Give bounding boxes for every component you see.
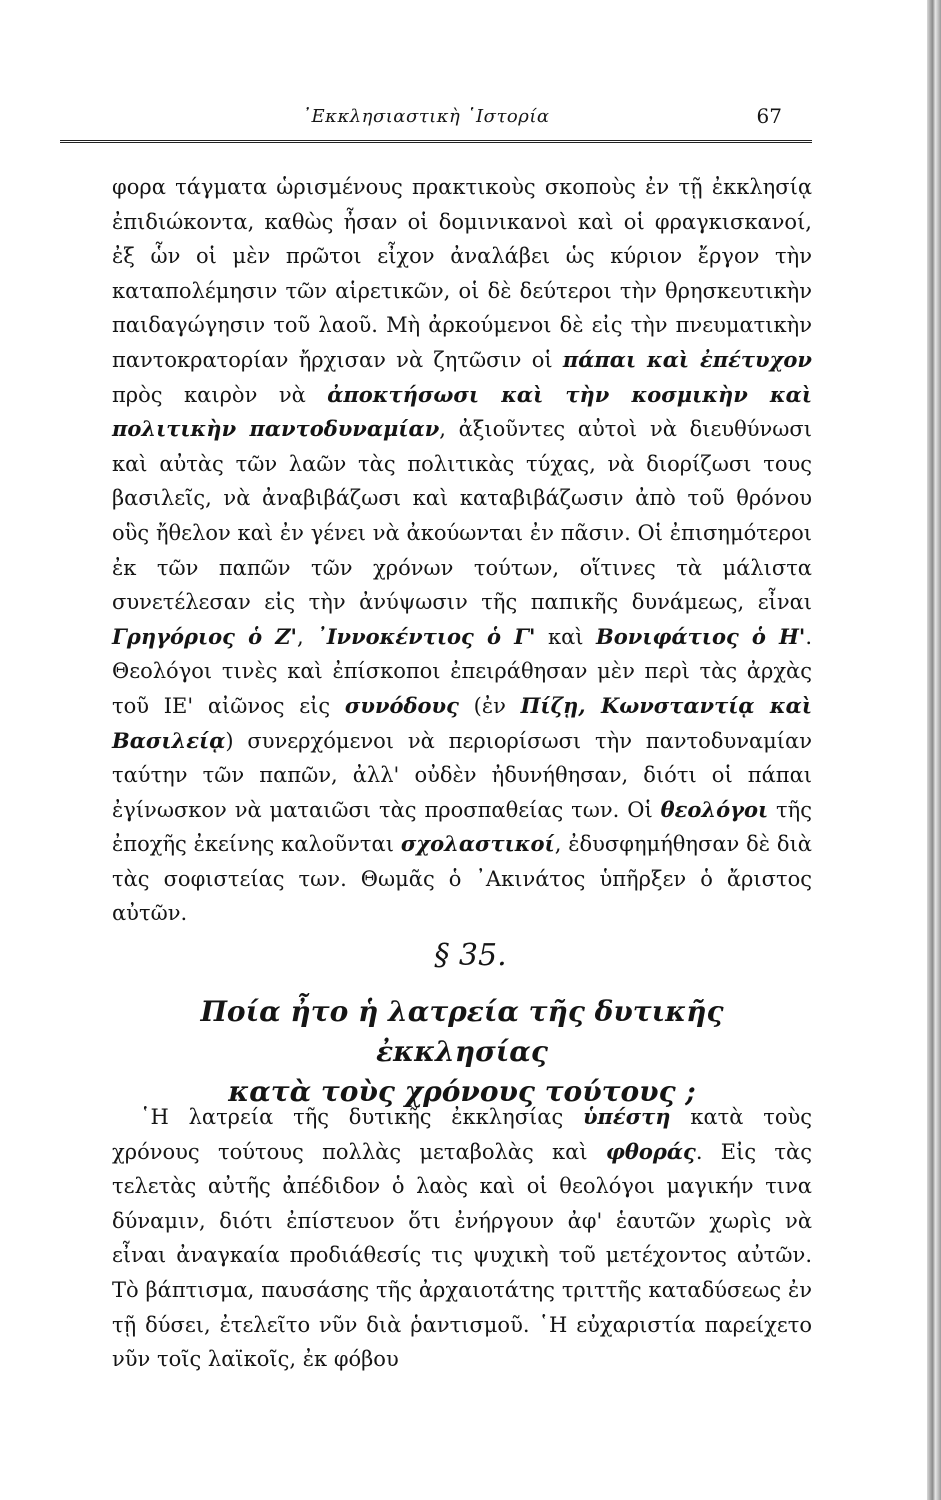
paragraph-1 xyxy=(112,170,812,931)
body-paragraph xyxy=(112,170,812,931)
paragraph-2 xyxy=(112,1100,812,1377)
section-paragraph xyxy=(112,1100,812,1377)
emphasis: φθοράς xyxy=(605,1138,696,1164)
page-header xyxy=(112,104,812,134)
section-number: § 35. xyxy=(434,938,507,973)
header-rule xyxy=(60,140,812,143)
emphasis: ᾿Ιννοκέντιος ὁ Γ' xyxy=(316,623,536,649)
text-run: κατὰ τοὺς χρόνους τούτους πολλὰς μεταβολὰς καὶ xyxy=(112,1105,812,1164)
emphasis: θεολόγοι xyxy=(660,796,769,822)
emphasis: Πίζῃ, Κωνσταντίᾳ καὶ Βασιλείᾳ xyxy=(112,692,812,753)
text-run: ) συνερχόμενοι νὰ περιορίσωσι τὴν παντοδυναμίαν ταύτην τῶν παπῶν, ἀλλ' οὐδὲν ἠδυνήθησαν, διότι οἱ πάπαι ἐγίνωσκον νὰ ματαιῶσι τὰς προσπαθείας των. Οἱ xyxy=(112,728,812,822)
text-run: ῾Η λατρεία τῆς δυτικῆς ἐκκλησίας xyxy=(140,1105,583,1129)
emphasis: Βονιφάτιος ὁ Η' xyxy=(596,623,806,649)
text-run: τῆς ἐποχῆς ἐκείνης καλοῦνται xyxy=(112,797,812,857)
section-title-line-1: Ποία ἦτο ἡ λατρεία τῆς δυτικῆς ἐκκλησίας xyxy=(200,995,724,1068)
section-title-line-2: κατὰ τοὺς χρόνους τούτους ; xyxy=(228,1075,696,1108)
emphasis: πάπαι καὶ ἐπέτυχον xyxy=(562,346,813,372)
text-run: . Θεολόγοι τινὲς καὶ ἐπίσκοποι ἐπειράθησαν μὲν περὶ τὰς ἀρχὰς τοῦ ΙΕ' αἰῶνος εἰς xyxy=(112,624,813,718)
emphasis: συνόδους xyxy=(344,692,459,718)
text-run: (ἐν xyxy=(458,693,521,718)
emphasis: Γρηγόριος ὁ Ζ' xyxy=(112,623,297,649)
section-title xyxy=(112,992,812,1112)
emphasis: ἀποκτήσωσι καὶ τὴν κοσμικὴν καὶ πολιτικὴν παντοδυναμίαν xyxy=(112,381,812,442)
emphasis: ὑπέστη xyxy=(582,1104,671,1129)
running-title: ᾿Εκκλησιαστικὴ ῾Ιστορία xyxy=(302,106,550,127)
emphasis: σχολαστικοί xyxy=(400,831,555,857)
text-run: , ἐδυσφημήθησαν δὲ διὰ τὰς σοφιστείας των. Θωμᾶς ὁ ᾿Ακινάτος ὑπῆρξεν ὁ ἄριστος αὐτῶν. xyxy=(112,832,812,926)
text-run: πρὸς καιρὸν νὰ xyxy=(112,382,328,407)
text-run: καὶ xyxy=(535,624,597,649)
text-run: . Εἰς τὰς τελετὰς αὐτῆς ἀπέδιδον ὁ λαὸς καὶ οἱ θεολόγοι μαγικήν τινα δύναμιν, διότι ἐπίστευον ὅτι ἐνήργουν ἀφ' ἑαυτῶν χωρὶς νὰ εἶναι ἀναγκαία προδιάθεσίς τις ψυχικὴ τοῦ μετέχοντος αὐτῶν. Τὸ βάπτισμα, παυσάσης τῆς ἀρχαιοτάτης τριττῆς καταδύσεως ἐν τῇ δύσει, ἐτελεῖτο νῦν διὰ ῥαντισμοῦ. ῾Η εὐχαριστία παρείχετο νῦν τοῖς λαϊκοῖς, ἐκ φόβου xyxy=(112,1139,812,1372)
page-number: 67 xyxy=(756,104,782,128)
text-run: φορα τάγματα ὡρισμένους πρακτικοὺς σκοποὺς ἐν τῇ ἐκκλησίᾳ ἐπιδιώκοντα, καθὼς ἦσαν οἱ δομινικανοὶ καὶ οἱ φραγκισκανοί, ἐξ ὧν οἱ μὲν πρῶτοι εἶχον ἀναλάβει ὡς κύριον ἔργον τὴν καταπολέμησιν τῶν αἱρετικῶν, οἱ δὲ δεύτεροι τὴν θρησκευτικὴν παιδαγώγησιν τοῦ λαοῦ. Μὴ ἀρκούμενοι δὲ εἰς τὴν πνευματικὴν παντοκρατορίαν ἤρχισαν νὰ ζητῶσιν οἱ xyxy=(112,175,812,372)
page-edge xyxy=(927,0,941,1500)
text-run: , ἀξιοῦντες αὐτοὶ νὰ διευθύνωσι καὶ αὐτὰς τῶν λαῶν τὰς πολιτικὰς τύχας, νὰ διορίζωσι τους βασιλεῖς, νὰ ἀναβιβάζωσι καὶ καταβιβάζωσιν ἀπὸ τοῦ θρόνου οὓς ἤθελον καὶ ἐν γένει νὰ ἀκούωνται ἐν πᾶσιν. Οἱ ἐπισημότεροι ἐκ τῶν παπῶν τῶν χρόνων τούτων, οἵτινες τὰ μάλιστα συνετέλεσαν εἰς τὴν ἀνύψωσιν τῆς παπικῆς δυνάμεως, εἶναι xyxy=(112,417,812,615)
text-run: , xyxy=(297,624,317,649)
